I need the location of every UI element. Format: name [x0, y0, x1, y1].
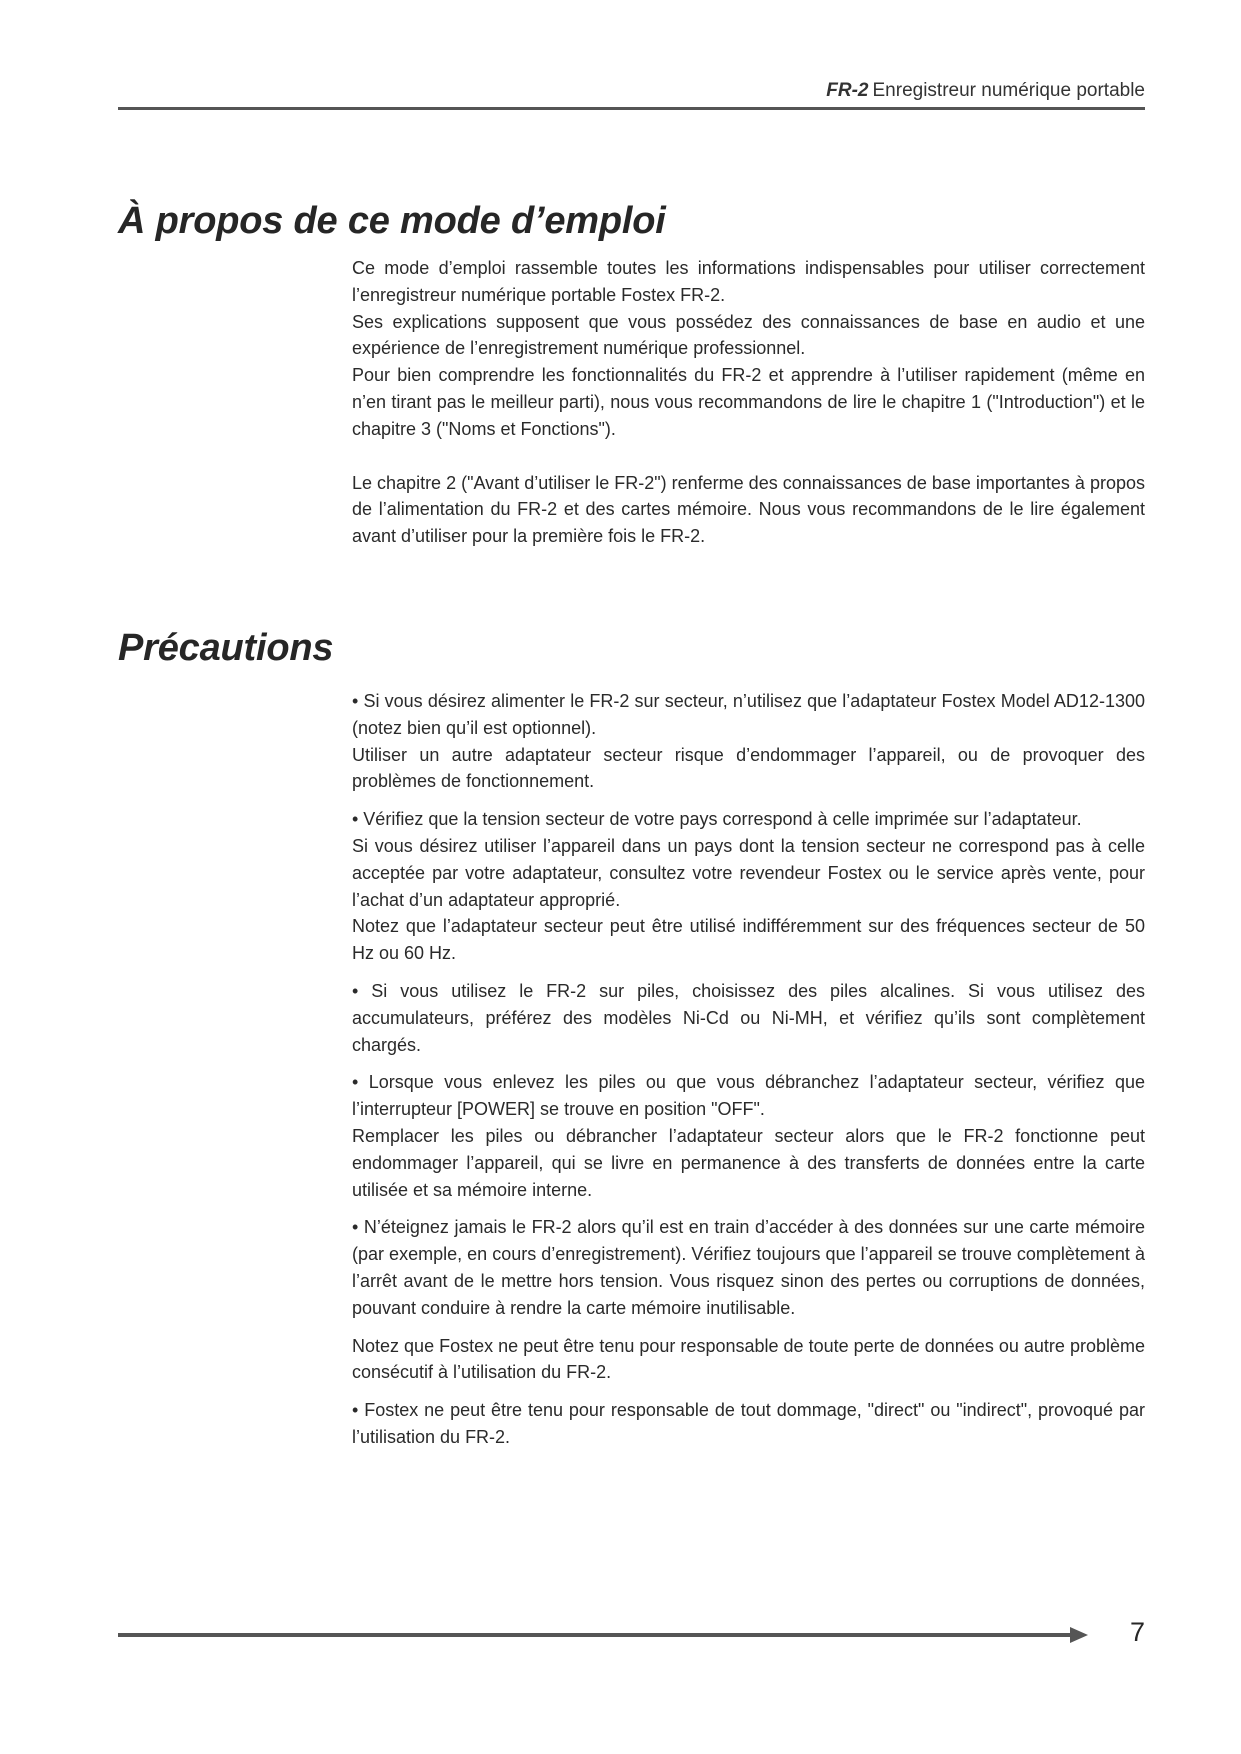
arrow-right-icon [1070, 1627, 1088, 1643]
about-paragraph: Ce mode d’emploi rassemble toutes les informations indispensables pour utiliser correctement l’enregistreur numérique portable Fostex FR-2. [352, 258, 1145, 305]
header-subtitle: Enregistreur numérique portable [872, 80, 1145, 101]
about-paragraph: Pour bien comprendre les fonctionnalités du FR-2 et apprendre à l’utiliser rapidement (même en n’en tirant pas le meilleur parti), nous vous recommandons de lire le chapitre 1 ("Introduction") et le chapitre 3 ("Noms et Fonctions"). [352, 365, 1145, 439]
precaution-paragraph: • N’éteignez jamais le FR-2 alors qu’il est en train d’accéder à des données sur une carte mémoire (par exemple, en cours d’enregistrement). Vérifiez toujours que l’appareil se trouve complètement à l’arrêt avant de le mettre hors tension. Vous risquez sinon des pertes ou corruptions de données, pouvant conduire à rendre la carte mémoire inutilisable. [352, 1217, 1145, 1318]
precaution-paragraph: • Si vous utilisez le FR-2 sur piles, choisissez des piles alcalines. Si vous utilisez des accumulateurs, préférez des modèles Ni-Cd ou Ni-MH, et vérifiez qu’ils sont complètement chargés. [352, 980, 1145, 1055]
precaution-paragraph: • Lorsque vous enlevez les piles ou que vous débranchez l’adaptateur secteur, vérifiez que l’interrupteur [POWER] se trouve en position "OFF". [352, 1072, 1145, 1120]
about-body [352, 255, 1145, 550]
precaution-paragraph: Notez que Fostex ne peut être tenu pour responsable de toute perte de données ou autre problème consécutif à l’utilisation du FR-2. [352, 1335, 1145, 1383]
running-header [826, 80, 1145, 102]
header-model: FR-2 [826, 80, 869, 101]
about-paragraph: Le chapitre 2 ("Avant d’utiliser le FR-2") renferme des connaissances de base importantes à propos de l’alimentation du FR-2 et des cartes mémoire. Nous vous recommandons de le lire également avant d’utiliser pour la première fois le FR-2. [352, 472, 1145, 547]
footer-rule [118, 1633, 1076, 1637]
precaution-paragraph: • Fostex ne peut être tenu pour responsable de tout dommage, "direct" ou "indirect", provoqué par l’utilisation du FR-2. [352, 1400, 1145, 1447]
precaution-paragraph: Notez que l’adaptateur secteur peut être utilisé indifféremment sur des fréquences secteur de 50 Hz ou 60 Hz. [352, 916, 1145, 964]
about-paragraph: Ses explications supposent que vous possédez des connaissances de base en audio et une expérience de l’enregistrement numérique professionnel. [352, 311, 1145, 359]
precaution-paragraph: Si vous désirez utiliser l’appareil dans un pays dont la tension secteur ne correspond pas à celle acceptée par votre adaptateur, consultez votre revendeur Fostex ou le service après vente, pour l’achat d’un adaptateur approprié. [352, 835, 1145, 910]
precaution-paragraph: • Vérifiez que la tension secteur de votre pays correspond à celle imprimée sur l’adaptateur. [352, 809, 1082, 830]
precaution-paragraph: • Si vous désirez alimenter le FR-2 sur secteur, n’utilisez que l’adaptateur Fostex Model AD12-1300 (notez bien qu’il est optionnel). [352, 691, 1145, 738]
precautions-body [352, 688, 1145, 1451]
section-title-precautions: Précautions [118, 627, 334, 669]
section-title-about: À propos de ce mode d’emploi [118, 200, 666, 242]
header-rule [118, 107, 1145, 110]
precaution-paragraph: Remplacer les piles ou débrancher l’adaptateur secteur alors que le FR-2 fonctionne peut endommager l’appareil, qui se livre en permanence à des transferts de données entre la carte utilisée et sa mémoire interne. [352, 1125, 1145, 1200]
page-number: 7 [1129, 1617, 1145, 1647]
precaution-paragraph: Utiliser un autre adaptateur secteur risque d’endommager l’appareil, ou de provoquer des problèmes de fonctionnement. [352, 744, 1145, 792]
